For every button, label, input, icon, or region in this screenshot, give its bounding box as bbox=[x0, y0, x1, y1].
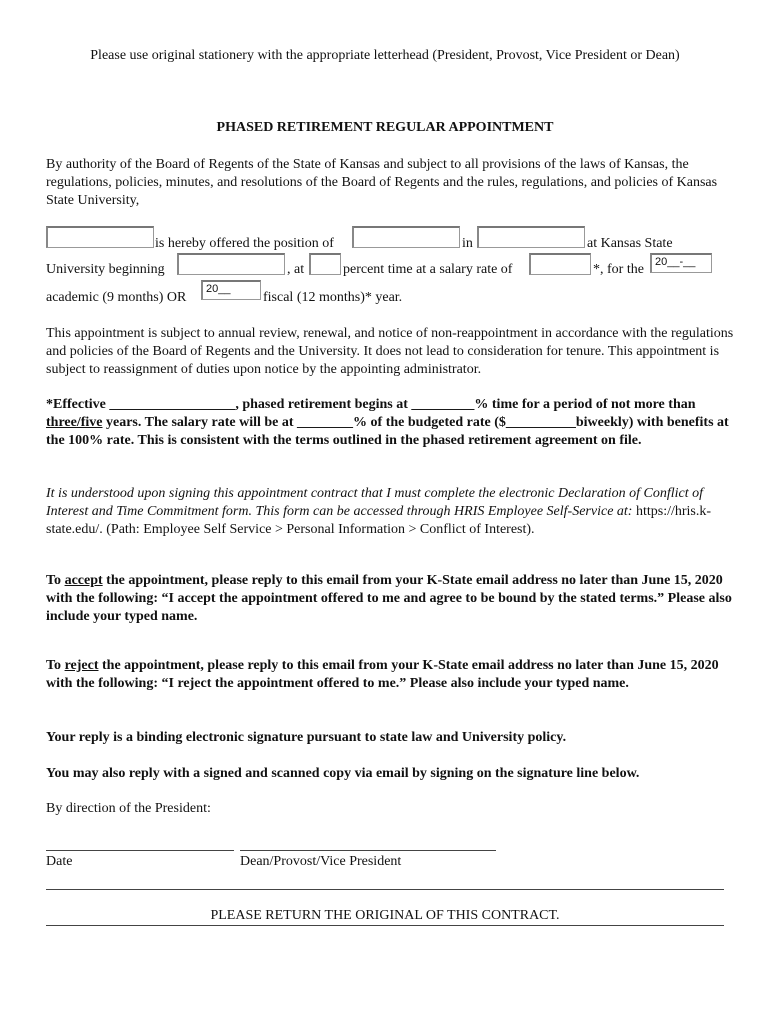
header-note: Please use original stationery with the appropriate letterhead (President, Provost, Vice President or Dean) bbox=[90, 48, 680, 63]
review-paragraph: This appointment is subject to annual review, renewal, and notice of non-reappointment in accordance with the regulations and policies of the Board of Regents and the University. It does not lead to consideration for tenure. This appointment is subject to reassignment of duties upon notice by the appointing administrator. bbox=[46, 326, 734, 377]
return-original-notice: PLEASE RETURN THE ORIGINAL OF THIS CONTRACT. bbox=[210, 908, 560, 923]
date-signature-line bbox=[46, 850, 234, 851]
department-field[interactable] bbox=[477, 226, 585, 248]
offer-text-6: percent time at a salary rate of bbox=[343, 262, 513, 277]
authority-paragraph: By authority of the Board of Regents of the State of Kansas and subject to all provisions of the laws of Kansas, the regulations, policies, minutes, and resolutions of the Board of Regents and the rules, regulations, and policies of Kansas State University, bbox=[46, 157, 718, 208]
reject-paragraph bbox=[46, 657, 736, 693]
conflict-of-interest-paragraph bbox=[46, 485, 736, 539]
document-title: PHASED RETIREMENT REGULAR APPOINTMENT bbox=[216, 120, 554, 135]
accept-word: accept bbox=[64, 573, 103, 588]
reject-pre: To bbox=[46, 658, 65, 673]
date-label: Date bbox=[46, 854, 73, 869]
signer-signature-line bbox=[240, 850, 496, 851]
signer-label: Dean/Provost/Vice President bbox=[240, 854, 402, 869]
offer-text-3: at Kansas State bbox=[587, 236, 673, 251]
footer-top-rule bbox=[46, 889, 724, 890]
accept-pre: To bbox=[46, 573, 65, 588]
hris-path-text: https://hris.k-state.edu/. (Path: Employee Self Service > Personal Information > Conflict of Interest). bbox=[46, 504, 712, 537]
effective-paragraph bbox=[46, 396, 736, 450]
effective-text-2: years. The salary rate will be at ________% of the budgeted rate ($__________biweekly) with benefits at the 100% rate. This is consistent with the terms outlined in the phased retirement agreement on file. bbox=[46, 415, 729, 448]
academic-year-field[interactable]: 20__-__ bbox=[650, 253, 712, 273]
direction-text: By direction of the President: bbox=[46, 801, 211, 816]
reject-word: reject bbox=[64, 658, 99, 673]
footer-bottom-rule bbox=[46, 925, 724, 926]
coi-italic-text: It is understood upon signing this appointment contract that I must complete the electronic Declaration of Conflict of Interest and Time Commitment form. This form can be accessed through HRIS Employee Self-Service at: bbox=[46, 486, 704, 519]
fiscal-year-field[interactable]: 20__ bbox=[201, 280, 261, 300]
accept-paragraph bbox=[46, 572, 736, 626]
offer-text-4: University beginning bbox=[46, 262, 165, 277]
offer-text-8: academic (9 months) OR bbox=[46, 290, 187, 305]
employee-name-field[interactable] bbox=[46, 226, 154, 248]
effective-text-1: *Effective __________________, phased retirement begins at _________% time for a period of not more than bbox=[46, 397, 696, 412]
accept-rest: the appointment, please reply to this email from your K-State email address no later than June 15, 2020 with the following: “I accept the appointment offered to me and agree to be bound by the stated terms.” Please also include your typed name. bbox=[46, 573, 732, 624]
position-field[interactable] bbox=[352, 226, 460, 248]
three-five-text: three/five bbox=[46, 415, 103, 430]
offer-text-9: fiscal (12 months)* year. bbox=[263, 290, 403, 305]
salary-rate-field[interactable] bbox=[529, 253, 591, 275]
percent-time-field[interactable] bbox=[309, 253, 341, 275]
offer-text-5: , at bbox=[287, 262, 305, 277]
offer-text-7: *, for the bbox=[593, 262, 644, 277]
scanned-copy-text: You may also reply with a signed and scanned copy via email by signing on the signature line below. bbox=[46, 766, 640, 781]
offer-text-2: in bbox=[462, 236, 473, 251]
offer-text-1: is hereby offered the position of bbox=[155, 236, 334, 251]
begin-date-field[interactable] bbox=[177, 253, 285, 275]
reject-rest: the appointment, please reply to this email from your K-State email address no later than June 15, 2020 with the following: “I reject the appointment offered to me.” Please also include your typed name. bbox=[46, 658, 719, 691]
binding-signature-text: Your reply is a binding electronic signature pursuant to state law and University policy. bbox=[46, 730, 567, 745]
